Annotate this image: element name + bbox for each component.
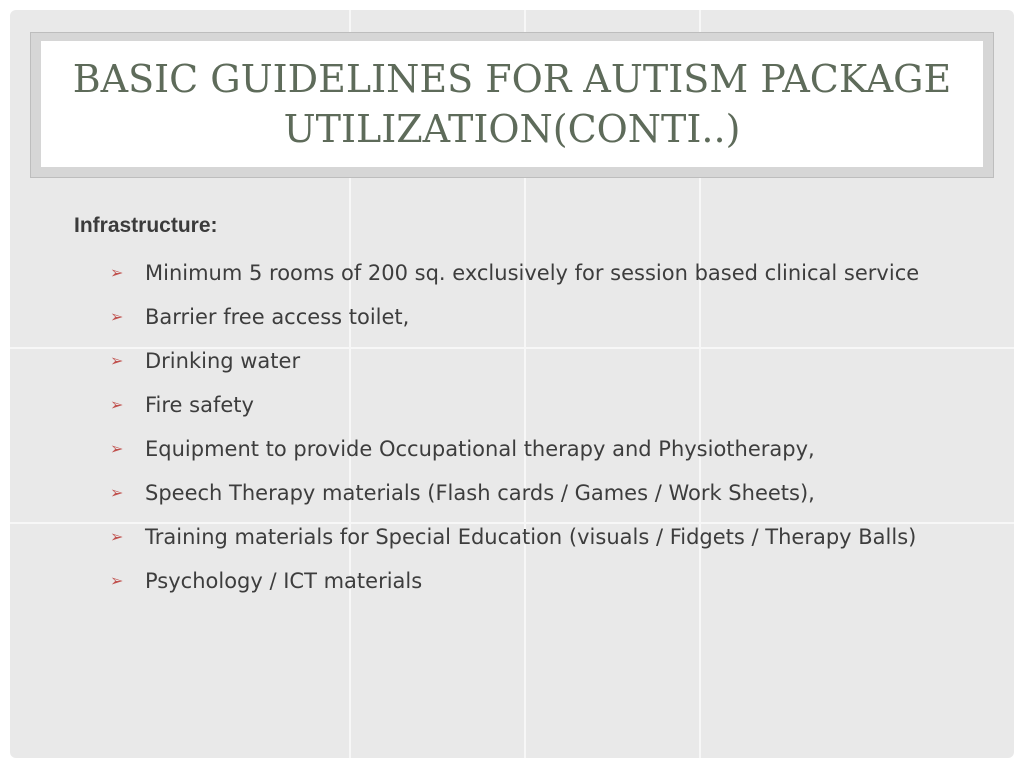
- arrow-right-icon: ➢: [110, 571, 124, 590]
- arrow-right-icon: ➢: [110, 351, 124, 370]
- bullet-text: Psychology / ICT materials: [145, 569, 423, 593]
- title-box: [41, 41, 983, 167]
- arrow-right-icon: ➢: [110, 395, 124, 414]
- list-item: [110, 300, 940, 334]
- arrow-right-icon: ➢: [110, 483, 124, 502]
- bullet-text: Speech Therapy materials (Flash cards / Games / Work Sheets),: [145, 481, 815, 505]
- list-item: [110, 564, 940, 598]
- arrow-right-icon: ➢: [110, 263, 124, 282]
- list-item: [110, 344, 940, 378]
- section-heading: Infrastructure:: [74, 214, 218, 237]
- list-item: [110, 432, 940, 466]
- list-item: [110, 476, 940, 510]
- list-item: [110, 520, 940, 554]
- list-item: [110, 388, 940, 422]
- bullet-text: Barrier free access toilet,: [145, 305, 410, 329]
- arrow-right-icon: ➢: [110, 439, 124, 458]
- bullet-text: Fire safety: [145, 393, 254, 417]
- arrow-right-icon: ➢: [110, 527, 124, 546]
- slide-title: BASIC GUIDELINES FOR AUTISM PACKAGE UTILIZATION(CONTI..): [72, 57, 952, 151]
- arrow-right-icon: ➢: [110, 307, 124, 326]
- slide: [10, 10, 1014, 758]
- bullet-text: Minimum 5 rooms of 200 sq. exclusively for session based clinical service: [145, 261, 920, 285]
- bullet-text: Equipment to provide Occupational therapy and Physiotherapy,: [145, 437, 815, 461]
- bullet-text: Drinking water: [145, 349, 301, 373]
- bullet-list: [110, 256, 940, 608]
- title-frame: [30, 32, 994, 178]
- list-item: [110, 256, 940, 290]
- bullet-text: Training materials for Special Education (visuals / Fidgets / Therapy Balls): [145, 525, 917, 549]
